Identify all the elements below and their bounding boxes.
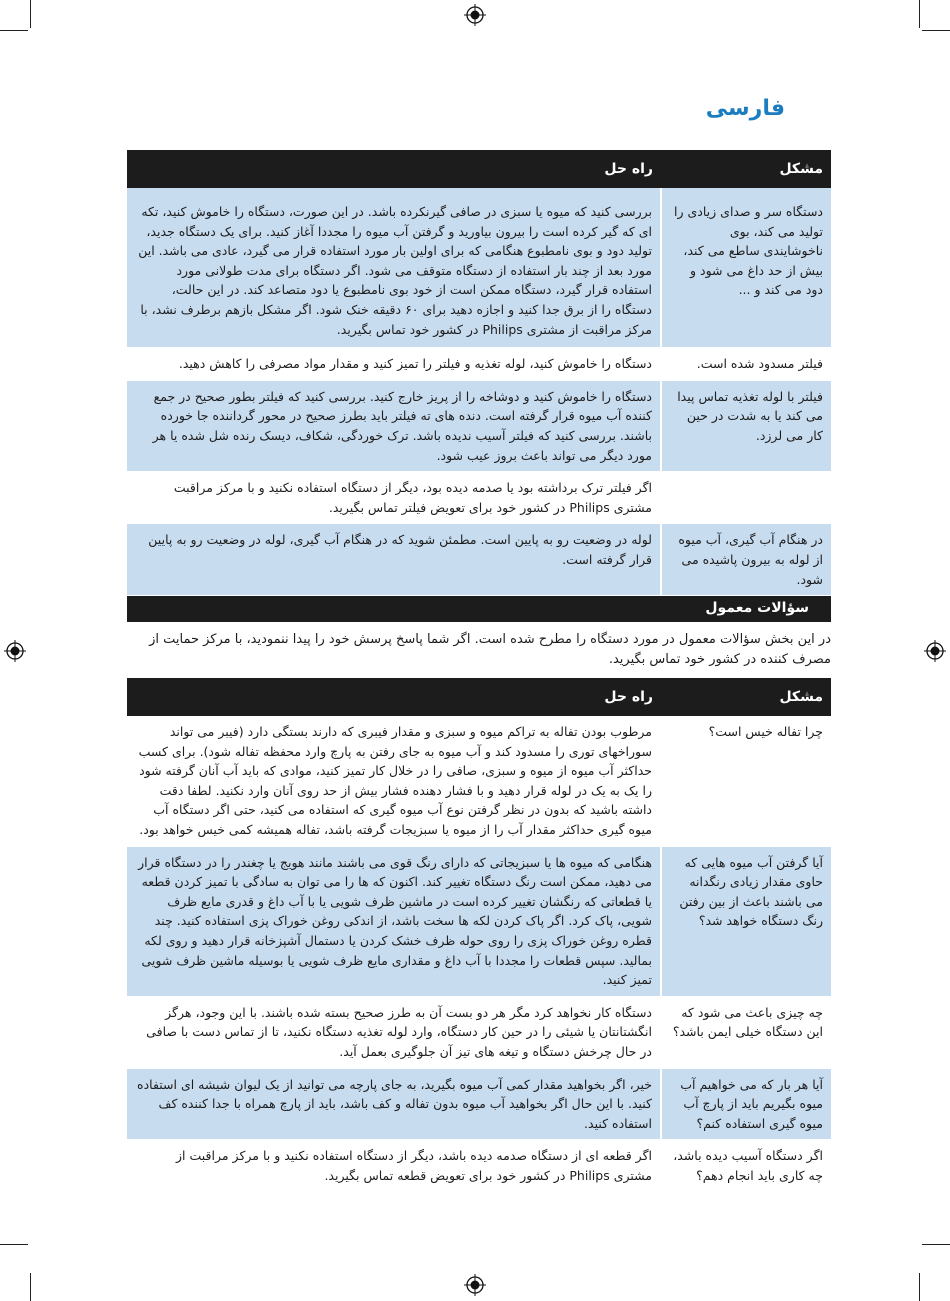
troubleshooting-table: [127, 150, 831, 596]
table-row: [127, 472, 831, 524]
faq-intro-paragraph: در این بخش سؤالات معمول در مورد دستگاه را مطرح شده است. اگر شما پاسخ پرسش خود را پیدا ننمودید، با مرکز حمایت از مصرف کننده در کشور خود تماس بگیرید.: [149, 632, 831, 667]
solution-cell: اگر قطعه ای از دستگاه صدمه دیده باشد، دیگر از دستگاه استفاده نکنید و با مرکز مراقبت از مشتری Philips در کشور خود برای تعویض قطعه تماس بگیرید.: [127, 1140, 661, 1192]
header-problem: مشکل: [661, 678, 831, 716]
table-row: [127, 1140, 831, 1192]
registration-mark-left-icon: [4, 640, 26, 662]
problem-cell: دستگاه سر و صدای زیادی را تولید می کند، بوی ناخوشایندی ساطع می کند، بیش از حد داغ می شود و دود می کند و ...: [661, 188, 831, 348]
crop-mark-top-left: [30, 0, 31, 28]
solution-cell: هنگامی که میوه ها یا سبزیجاتی که دارای رنگ قوی می باشند مانند هویج یا چغندر را در دستگاه قرار می دهید، ممکن است رنگ دستگاه تغییر کند. اکنون که ها را می توان به سادگی با تمیز کردن قطعه یا قطعاتی که رنگشان تغییر کرده است در ماشین ظرف شویی یا با آب داغ و قدری مایع ظرف شویی، پاک کرد. اگر پاک کردن لکه ها سخت باشد، از اندکی روغن خوراک پزی استفاده کنید. چند قطره روغن خوراک پزی را روی حوله ظرف خشک کردن یا دستمال آشپزخانه قرار دهید و روی لکه بمالید. سپس قطعات را مجددا با آب داغ و مقداری مایع ظرف شویی یا بوسیله ماشین ظرف شویی تمیز کنید.: [127, 846, 661, 996]
solution-cell: لوله در وضعیت رو به پایین است. مطمئن شوید که در هنگام آب گیری، لوله در وضعیت رو به پایین قرار گرفته است.: [127, 524, 661, 596]
problem-cell: آیا گرفتن آب میوه هایی که حاوی مقدار زیادی رنگدانه می باشند باعث از بین رفتن رنگ دستگاه خواهد شد؟: [661, 846, 831, 996]
registration-mark-top-icon: [464, 4, 486, 26]
registration-mark-bottom-icon: [464, 1274, 486, 1296]
solution-cell: دستگاه کار نخواهد کرد مگر هر دو بست آن به طرز صحیح بسته شده باشند. با این وجود، هرگز انگشتانتان یا شیئی را در حین کار دستگاه، وارد لوله تغذیه دستگاه نکنید، تا از تماس دست با صافی در حال چرخش دستگاه و تیغه های تیز آن جلوگیری بعمل آید.: [127, 996, 661, 1068]
crop-mark-top-right-h: [922, 30, 950, 31]
solution-cell: مرطوب بودن تفاله به تراکم میوه و سبزی و مقدار فیبری که دارند بستگی دارد (فیبر می تواند سوراخهای توری را مسدود کند و آب میوه به جای رفتن به پارچ وارد محفظه تفاله شود). برای کسب حداکثر آب میوه از میوه و سبزی، صافی را در خلال کار تمیز کنید، موادی که باید آب آنان گرفته شود را یک به یک در لوله قرار دهید و با فشار دهنده فشار بیش از حد روی آنان وارد نکنید. لطفا دقت داشته باشید که بدون در نظر گرفتن نوع آب میوه گیری که استفاده می کنید، حتی اگر دستگاه آب میوه گیری حداکثر مقدار آب را از میوه یا سبزیجات گرفته باشد، تفاله همیشه کمی خیس خواهد بود.: [127, 716, 661, 846]
solution-cell: بررسی کنید که میوه یا سبزی در صافی گیرنکرده باشد. در این صورت، دستگاه را خاموش کنید، تکه ای که گیر کرده است را بیرون بیاورید و گرفتن آب میوه را مجددا آغاز کنید. برای یک دستگاه جدید، تولید دود و بوی نامطبوع هنگامی که برای اولین بار مورد استفاده قرار می گیرد، عادی می باشد. این مورد بعد از چند بار استفاده از دستگاه متوقف می شود. اگر دستگاه برای مدت طولانی مورد استفاده قرار گیرد، دستگاه ممکن است از خود بوی نامطبوع یا دود متصاعد کند. در این حالت، دستگاه را از برق جدا کنید و اجازه دهید برای ۶۰ دقیقه خنک شود. اگر مشکل بازهم برطرف نشد، با مرکز مراقبت از مشتری Philips در کشور خود تماس بگیرید.: [127, 188, 661, 348]
solution-cell: دستگاه را خاموش کنید و دوشاخه را از پریز خارج کنید. بررسی کنید که فیلتر بطور صحیح در جمع کننده آب میوه قرار گرفته است. دنده های ته فیلتر باید بطرز صحیح در محور گرداننده جا خورده باشند. بررسی کنید که فیلتر آسیب ندیده باشد. ترک خوردگی، شکاف، دیسک رنده شل شده یا هر مورد دیگر می تواند باعث بروز عیب شود.: [127, 380, 661, 471]
problem-cell: اگر دستگاه آسیب دیده باشد، چه کاری باید انجام دهم؟: [661, 1140, 831, 1192]
problem-cell: چه چیزی باعث می شود که این دستگاه خیلی ایمن باشد؟: [661, 996, 831, 1068]
crop-mark-bottom-left-h: [0, 1244, 28, 1245]
faq-header-row: [127, 678, 831, 716]
crop-mark-bottom-right: [919, 1273, 920, 1301]
header-solution: راه حل: [127, 150, 661, 188]
faq-section-title: سؤالات معمول: [127, 596, 831, 622]
table-row: [127, 846, 831, 996]
table-row: [127, 348, 831, 381]
table-row: [127, 996, 831, 1068]
solution-cell: دستگاه را خاموش کنید، لوله تغذیه و فیلتر را تمیز کنید و مقدار مواد مصرفی را کاهش دهید.: [127, 348, 661, 381]
table-row: [127, 380, 831, 471]
problem-cell: فیلتر مسدود شده است.: [661, 348, 831, 381]
solution-cell: اگر فیلتر ترک برداشته بود یا صدمه دیده بود، دیگر از دستگاه استفاده نکنید و با مرکز مراقبت مشتری Philips در کشور خود برای تعویض فیلتر تماس بگیرید.: [127, 472, 661, 524]
problem-cell: چرا تفاله خیس است؟: [661, 716, 831, 846]
header-problem: مشکل: [661, 150, 831, 188]
table-row: [127, 524, 831, 596]
faq-table: [127, 678, 831, 1192]
crop-mark-bottom-right-h: [922, 1244, 950, 1245]
table-row: [127, 1068, 831, 1140]
problem-cell: در هنگام آب گیری، آب میوه از لوله به بیرون پاشیده می شود.: [661, 524, 831, 596]
solution-cell: خیر، اگر بخواهید مقدار کمی آب میوه بگیرید، به جای پارچه می توانید از یک لیوان شیشه ای استفاده کنید. با این حال اگر بخواهید آب میوه بدون تفاله و کف باشد، باید از پارچ همراه با جدا کننده کف استفاده کنید.: [127, 1068, 661, 1140]
header-solution: راه حل: [127, 678, 661, 716]
table-row: [127, 188, 831, 348]
crop-mark-top-left-h: [0, 30, 28, 31]
problem-cell: [661, 472, 831, 524]
problem-cell: آیا هر بار که می خواهیم آب میوه بگیریم باید از پارچ آب میوه گیری استفاده کنم؟: [661, 1068, 831, 1140]
crop-mark-bottom-left: [30, 1273, 31, 1301]
registration-mark-right-icon: [924, 640, 946, 662]
troubleshooting-header-row: [127, 150, 831, 188]
problem-cell: فیلتر با لوله تغذیه تماس پیدا می کند یا به شدت در حین کار می لرزد.: [661, 380, 831, 471]
table-row: [127, 716, 831, 846]
crop-mark-top-right: [919, 0, 920, 28]
language-title: فارسی: [705, 96, 785, 121]
